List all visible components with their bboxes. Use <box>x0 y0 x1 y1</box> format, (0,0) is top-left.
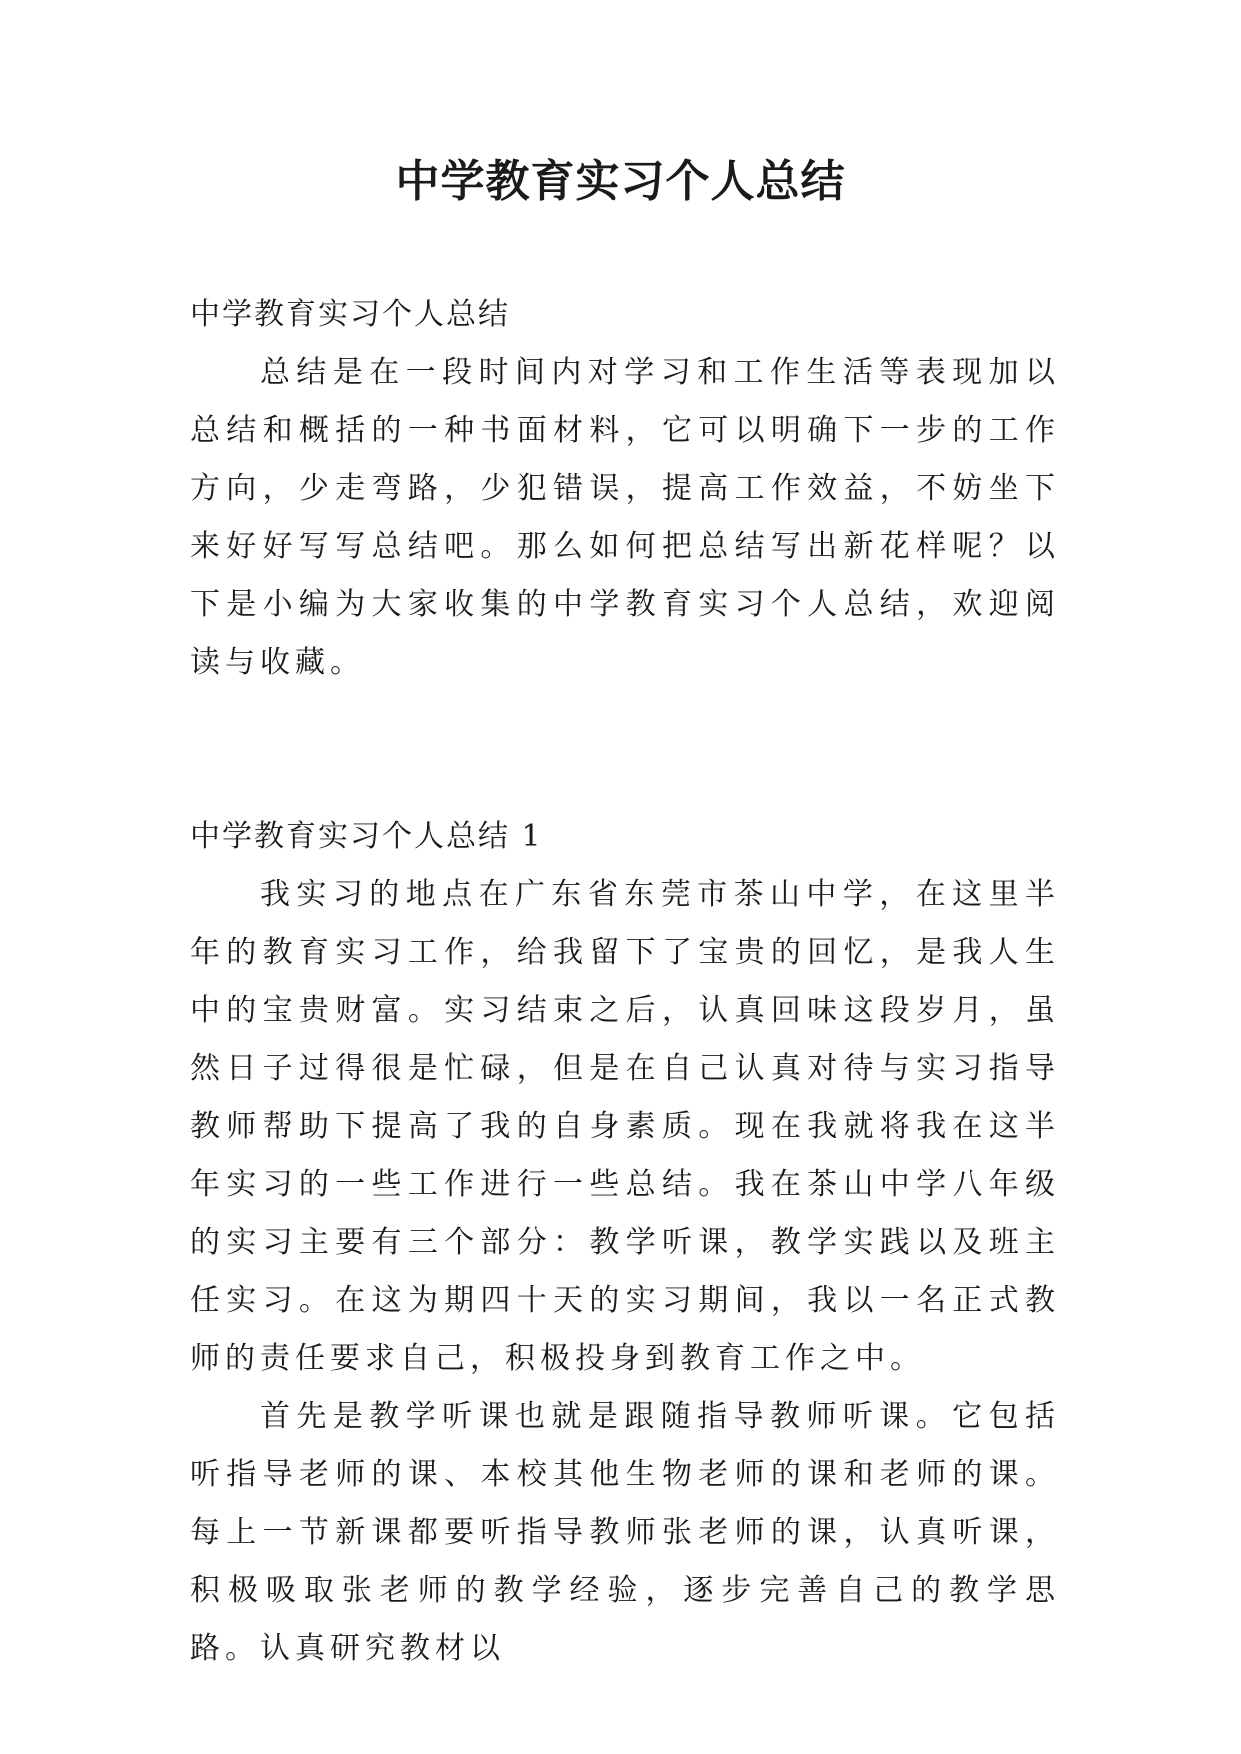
intro-paragraph: 总结是在一段时间内对学习和工作生活等表现加以总结和概括的一种书面材料，它可以明确下一步的工作方向，少走弯路，少犯错误，提高工作效益，不妨坐下来好好写写总结吧。那么如何把总结写出新花样呢？以下是小编为大家收集的中学教育实习个人总结，欢迎阅读与收藏。 <box>190 355 1060 680</box>
page-title: 中学教育实习个人总结 <box>395 156 846 207</box>
section-spacer <box>190 692 1060 808</box>
section-1-heading: 中学教育实习个人总结 1 <box>190 819 543 854</box>
document-body <box>190 286 1060 1678</box>
section-1-paragraph-1: 我实习的地点在广东省东莞市茶山中学，在这里半年的教育实习工作，给我留下了宝贵的回忆，是我人生中的宝贵财富。实习结束之后，认真回味这段岁月，虽然日子过得很是忙碌，但是在自己认真对待与实习指导教师帮助下提高了我的自身素质。现在我就将我在这半年实习的一些工作进行一些总结。我在茶山中学八年级的实习主要有三个部分：教学听课，教学实践以及班主任实习。在这为期四十天的实习期间，我以一名正式教师的责任要求自己，积极投身到教育工作之中。 <box>190 877 1060 1376</box>
section-1-paragraph-2: 首先是教学听课也就是跟随指导教师听课。它包括听指导老师的课、本校其他生物老师的课和老师的课。每上一节新课都要听指导教师张老师的课，认真听课，积极吸取张老师的教学经验，逐步完善自己的教学思路。认真研究教材以 <box>190 1399 1060 1666</box>
intro-heading: 中学教育实习个人总结 <box>190 297 510 332</box>
